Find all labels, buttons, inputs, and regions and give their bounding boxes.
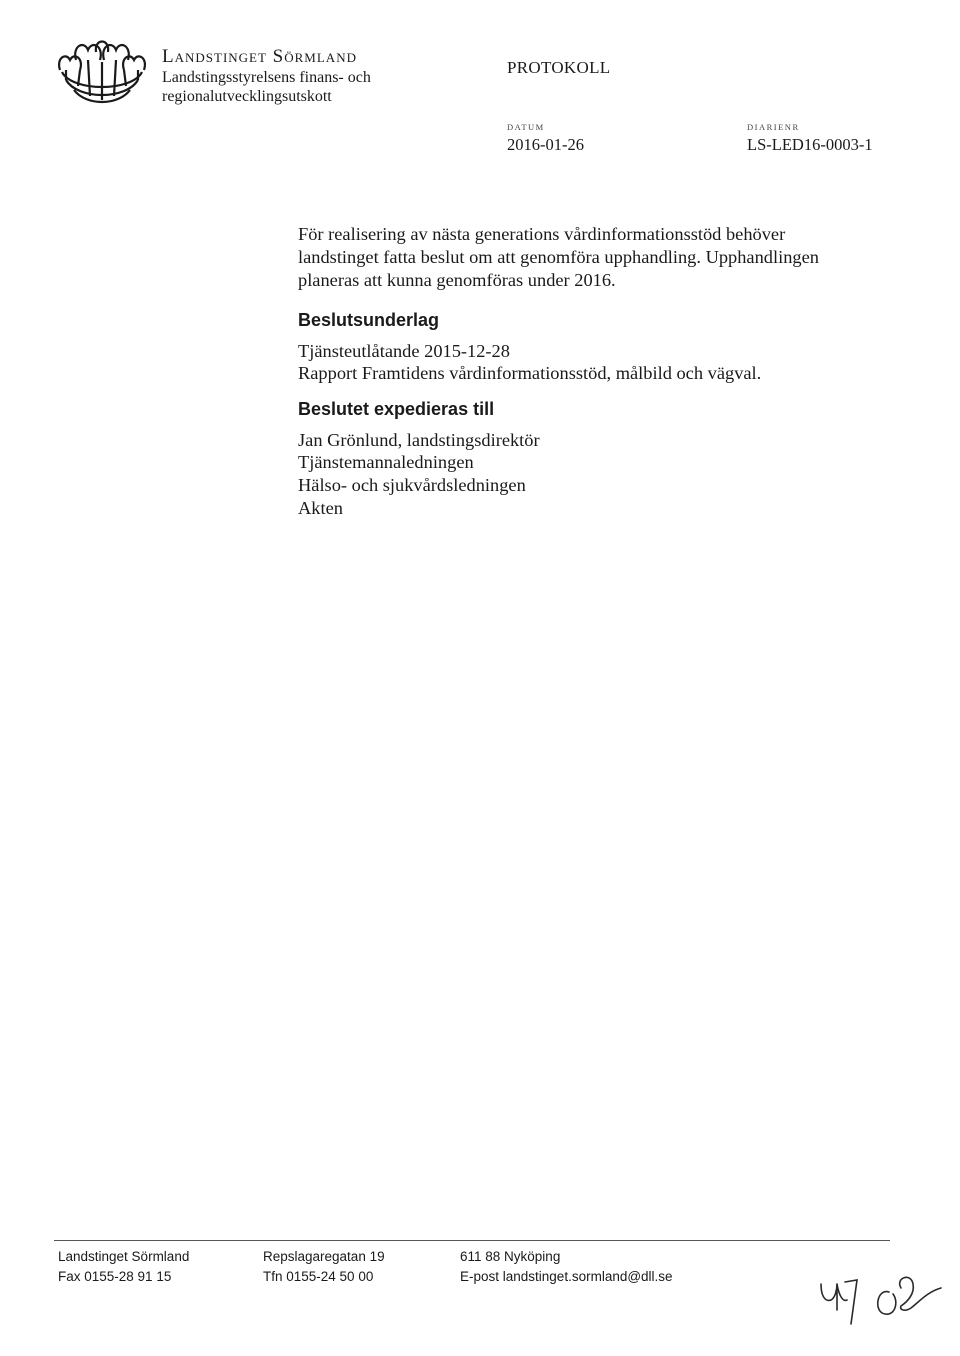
- intro-line: planeras att kunna genomföras under 2016.: [298, 270, 616, 291]
- intro-line: landstinget fatta beslut om att genomföra upphandling. Upphandlingen: [298, 247, 819, 268]
- list-item: Tjänsteutlåtande 2015-12-28: [298, 340, 510, 361]
- footer-org-name: Landstinget Sörmland: [58, 1249, 190, 1264]
- footer-postal: 611 88 Nyköping: [460, 1249, 561, 1264]
- footer-email: E-post landstinget.sormland@dll.se: [460, 1269, 673, 1284]
- footer-column-organization: [58, 1247, 189, 1287]
- diary-number-label: DIARIENR: [747, 122, 800, 132]
- handwritten-initials-icon: [815, 1262, 955, 1332]
- diary-number-value: LS-LED16-0003-1: [747, 135, 873, 154]
- date-label: DATUM: [507, 122, 545, 132]
- distribution-list: [298, 429, 898, 519]
- footer-phone: Tfn 0155-24 50 00: [263, 1269, 374, 1284]
- section-heading-decision-basis: Beslutsunderlag: [298, 309, 440, 330]
- list-item: Jan Grönlund, landstingsdirektör: [298, 429, 540, 450]
- footer-divider: [54, 1240, 890, 1241]
- footer-column-contact: [460, 1247, 673, 1287]
- list-item: Akten: [298, 497, 343, 518]
- footer-fax: Fax 0155-28 91 15: [58, 1269, 172, 1284]
- list-item: Hälso- och sjukvårdsledningen: [298, 474, 526, 495]
- organization-block: [162, 46, 371, 106]
- decision-basis-list: [298, 340, 898, 385]
- intro-line: För realisering av nästa generations vårdinformationsstöd behöver: [298, 224, 786, 244]
- list-item: Rapport Framtidens vårdinformationsstöd, målbild och vägval.: [298, 363, 762, 384]
- organization-name: Landstinget Sörmland: [162, 46, 357, 67]
- footer-column-address: [263, 1247, 385, 1287]
- section-heading-distribution: Beslutet expedieras till: [298, 398, 495, 419]
- crown-logo-icon: [52, 30, 152, 110]
- footer-street: Repslagaregatan 19: [263, 1249, 385, 1264]
- document-type: PROTOKOLL: [507, 58, 611, 77]
- intro-paragraph: [298, 223, 898, 293]
- committee-line-2: regionalutvecklingsutskott: [162, 88, 332, 105]
- list-item: Tjänstemannaledningen: [298, 452, 474, 473]
- committee-line-1: Landstingsstyrelsens finans- och: [162, 69, 371, 86]
- date-value: 2016-01-26: [507, 135, 584, 154]
- document-body: [298, 223, 898, 519]
